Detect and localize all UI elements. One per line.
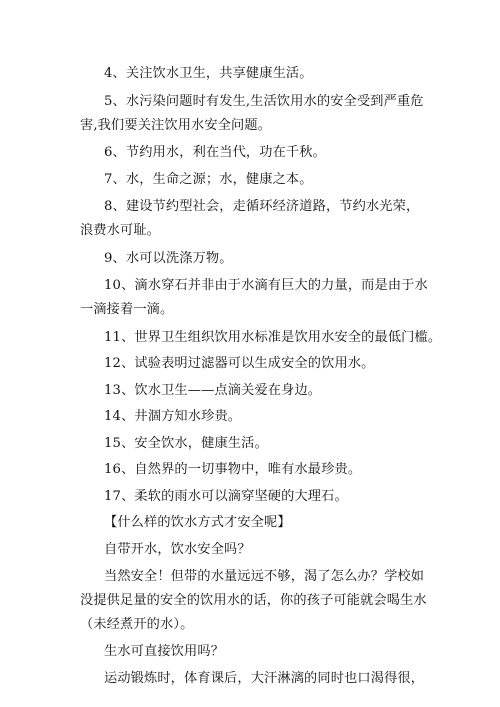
paragraph-line: 15、安全饮水，健康生活。 xyxy=(104,436,268,451)
paragraph-line: 12、试验表明过滤器可以生成安全的饮用水。 xyxy=(104,356,375,371)
paragraph-line: 10、滴水穿石并非由于水滴有巨大的力量，而是由于水 xyxy=(104,278,428,293)
section-heading: 【什么样的饮水方式才安全呢】 xyxy=(104,515,291,530)
paragraph-line: 7、水，生命之源；水，健康之本。 xyxy=(104,172,313,187)
question-line: 生水可直接饮用吗？ xyxy=(104,644,225,659)
paragraph-line: 9、水可以洗涤万物。 xyxy=(104,251,233,266)
paragraph-line: 运动锻炼时，体育课后，大汗淋漓的同时也口渴得很， xyxy=(104,671,425,686)
paragraph-line: 17、柔软的雨水可以滴穿坚硬的大理石。 xyxy=(104,489,348,504)
paragraph-line: 害,我们要关注饮用水安全问题。 xyxy=(80,118,272,133)
paragraph-line: 5、水污染问题时有发生,生活饮用水的安全受到严重危 xyxy=(104,94,424,109)
paragraph-line: （未经煮开的水）。 xyxy=(80,617,194,632)
paragraph-line: 4、关注饮水卫生，共享健康生活。 xyxy=(104,66,313,81)
paragraph-line: 16、自然界的一切事物中，唯有水最珍贵。 xyxy=(104,462,362,477)
paragraph-line: 13、饮水卫生——点滴关爱在身边。 xyxy=(104,383,322,398)
paragraph-line: 8、建设节约型社会，走循环经济道路，节约水光荣， xyxy=(104,199,420,214)
paragraph-line: 当然安全！但带的水量远远不够，渴了怎么办？学校如 xyxy=(104,569,425,584)
paragraph-line: 一滴接着一滴。 xyxy=(80,302,174,317)
paragraph-line: 浪费水可耻。 xyxy=(80,223,161,238)
paragraph-line: 11、世界卫生组织饮用水标准是饮用水安全的最低门槛。 xyxy=(104,330,442,345)
paragraph-line: 没提供足量的安全的饮用水的话，你的孩子可能就会喝生水 xyxy=(80,593,427,608)
paragraph-line: 14、井涸方知水珍贵。 xyxy=(104,409,242,424)
paragraph-line: 6、节约用水，利在当代，功在千秋。 xyxy=(104,145,326,160)
question-line: 自带开水，饮水安全吗？ xyxy=(104,542,251,557)
